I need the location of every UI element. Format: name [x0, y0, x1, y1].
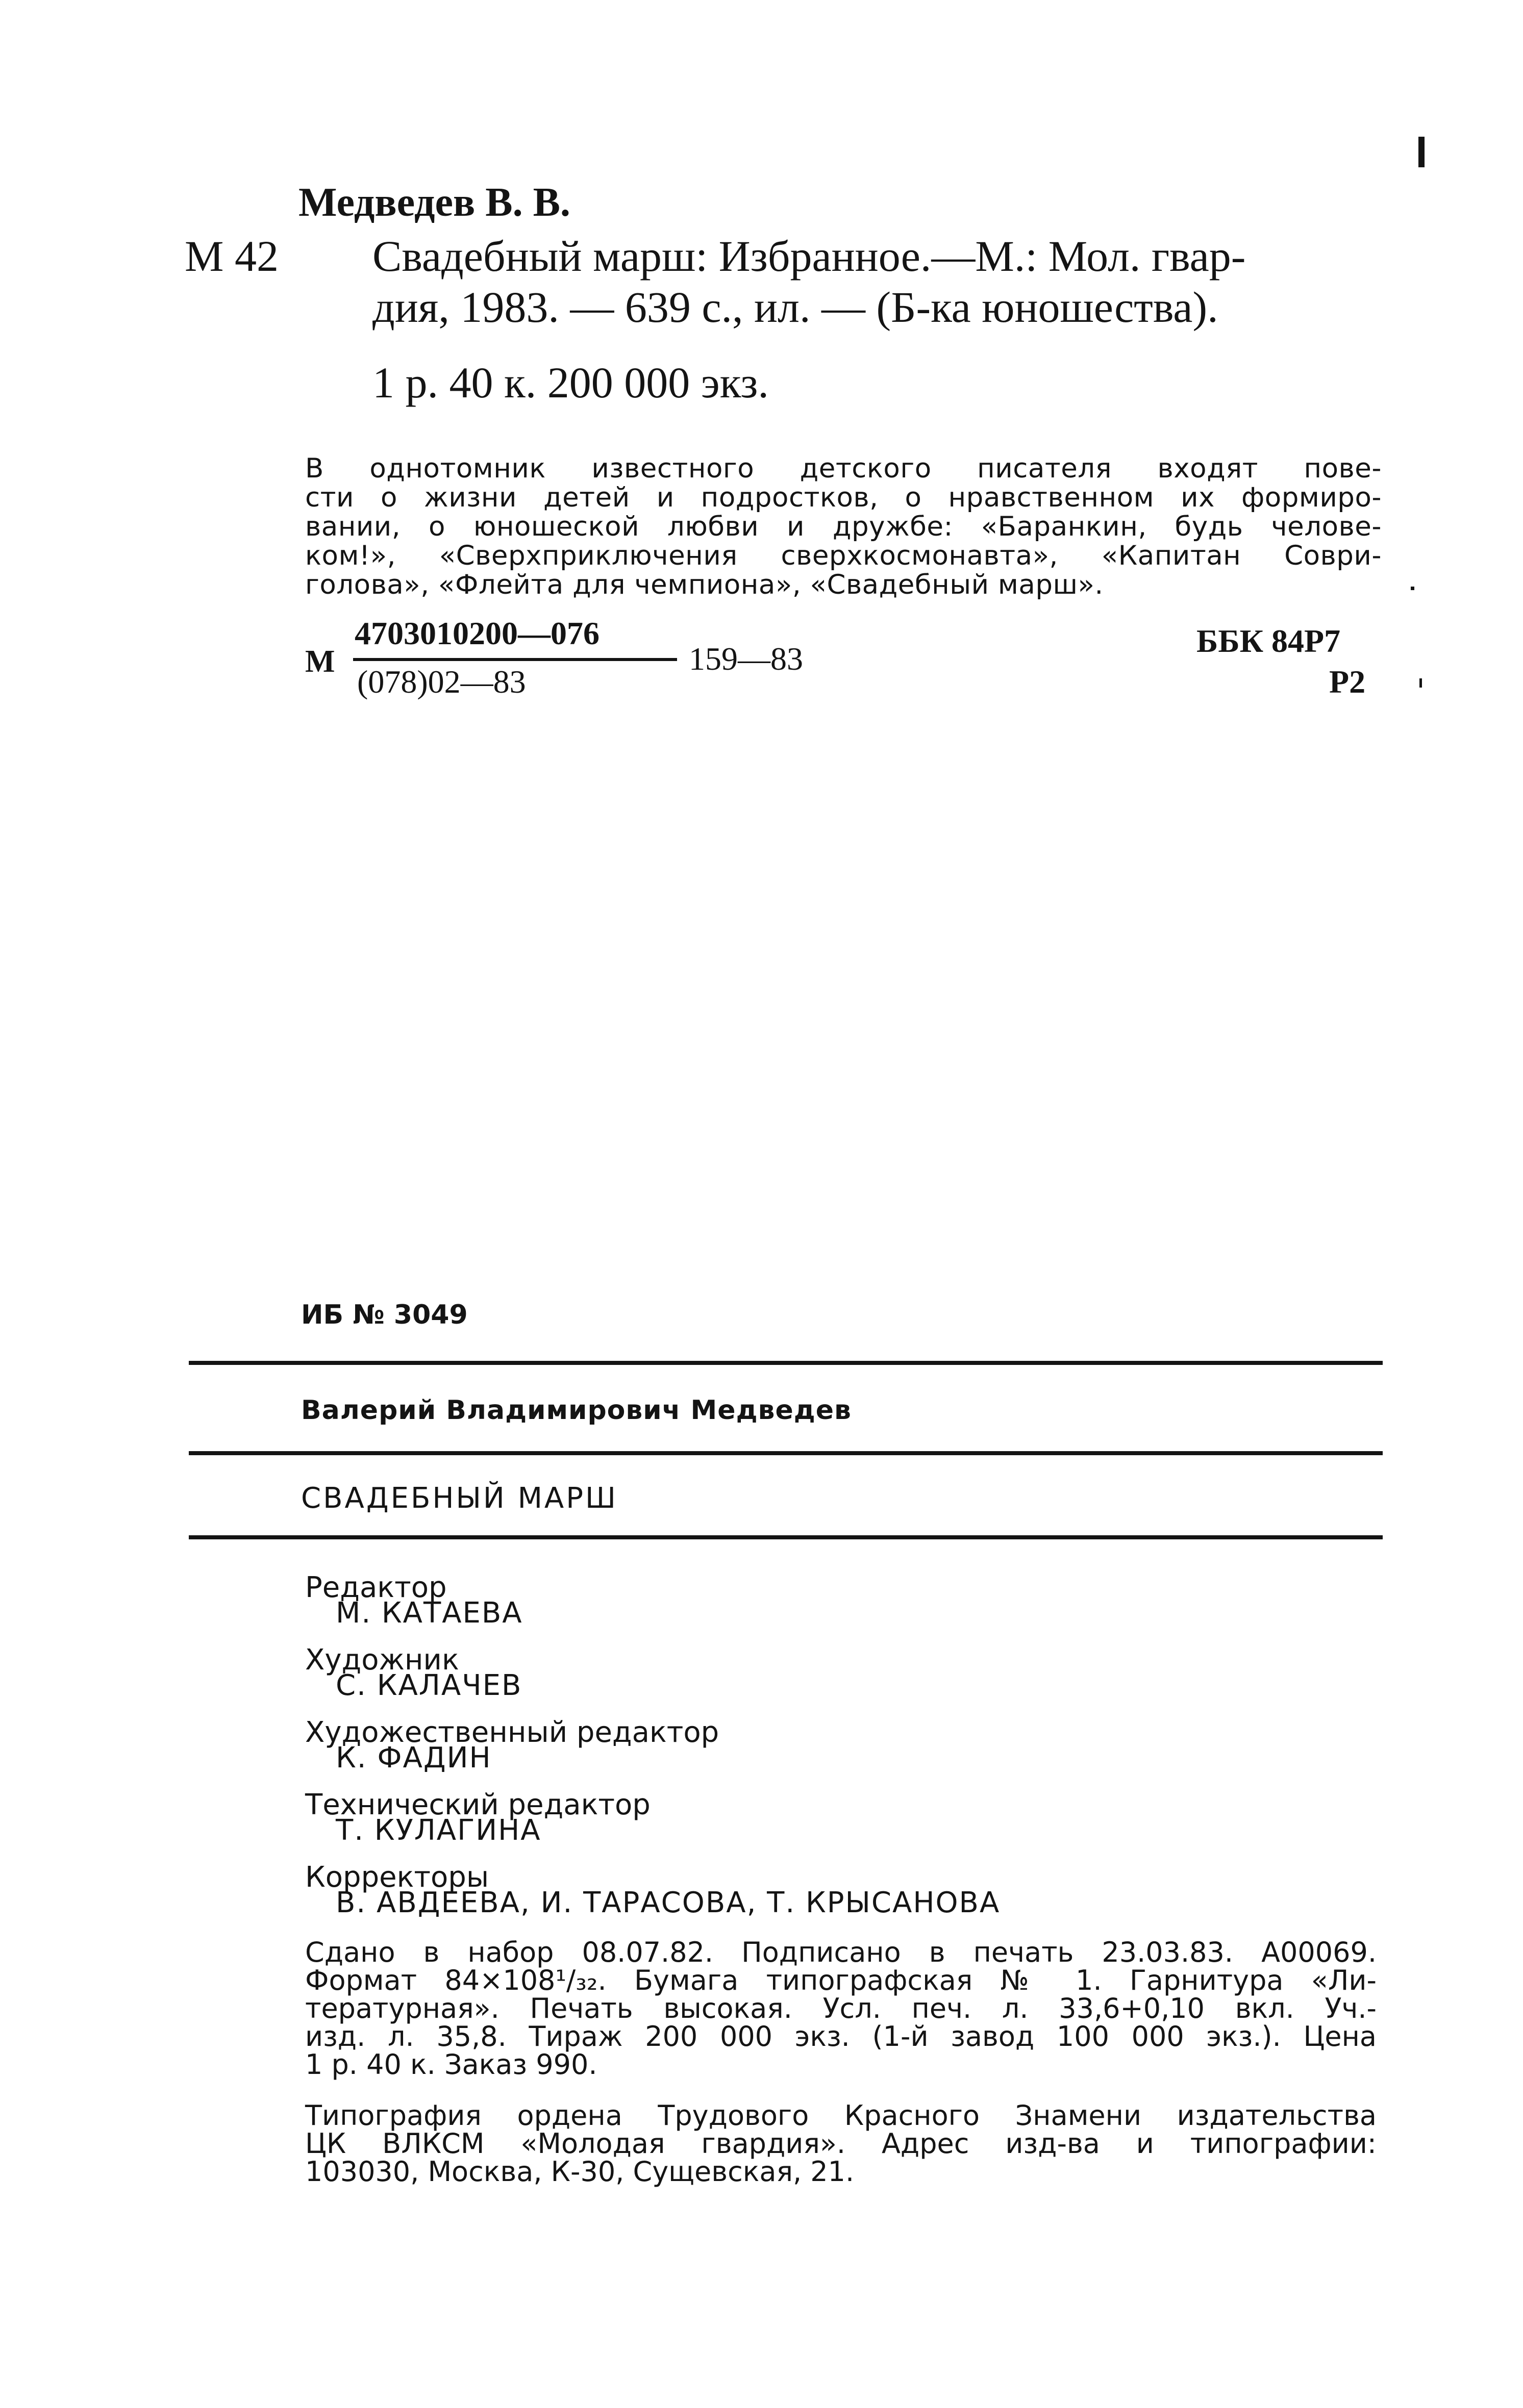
ib-number: ИБ № 3049	[301, 1300, 468, 1330]
annotation-line: вании, о юношеской любви и дружбе: «Баранкин, будь челове-	[305, 511, 1382, 542]
credit-name-art-editor: К. ФАДИН	[336, 1741, 492, 1775]
print-details-line: Сдано в набор 08.07.82. Подписано в печать 23.03.83. А00069.	[305, 1936, 1377, 1968]
credit-role-proofreaders: Корректоры	[305, 1861, 489, 1894]
print-details-line: Формат 84×108¹/₃₂. Бумага типографская № 1. Гарнитура «Ли-	[305, 1964, 1377, 1996]
divider-rule	[189, 1535, 1383, 1539]
divider-rule	[189, 1451, 1383, 1455]
credit-name-editor: М. КАТАЕВА	[336, 1596, 523, 1630]
credit-role-editor: Редактор	[305, 1571, 447, 1604]
shelf-mark: М 42	[185, 232, 279, 281]
printer-details-line: 103030, Москва, К-30, Сущевская, 21.	[305, 2156, 855, 2188]
credit-role-tech-editor: Технический редактор	[305, 1788, 651, 1821]
annotation-line: ком!», «Сверхприключения сверхкосмонавта», «Капитан Соври-	[305, 540, 1382, 571]
annotation	[305, 454, 1382, 599]
price-and-print-run: 1 р. 40 к. 200 000 экз.	[372, 358, 769, 407]
description-line-2: дия, 1983. — 639 с., ил. — (Б-ка юношества).	[372, 283, 1218, 332]
print-details-line: изд. л. 35,8. Тираж 200 000 экз. (1-й завод 100 000 экз.). Цена	[305, 2020, 1377, 2052]
annotation-line: В однотомник известного детского писателя входят пове-	[305, 453, 1382, 484]
bbk-subcode: Р2	[1329, 664, 1366, 700]
credit-name-artist: С. КАЛАЧЕВ	[336, 1669, 522, 1702]
divider-rule	[189, 1361, 1383, 1365]
printer-details-line: Типография ордена Трудового Красного Знамени издательства	[305, 2099, 1377, 2132]
scan-mark	[1419, 678, 1422, 688]
bbk-code: ББК 84Р7	[1196, 623, 1341, 659]
book-title: СВАДЕБНЫЙ МАРШ	[301, 1482, 618, 1515]
author-full-name: Валерий Владимирович Медведев	[301, 1395, 852, 1426]
credit-role-artist: Художник	[305, 1643, 459, 1677]
index-fraction-bar	[353, 658, 677, 661]
author-heading: Медведев В. В.	[298, 180, 570, 225]
print-details-line: тературная». Печать высокая. Усл. печ. л. 33,6+0,10 вкл. Уч.-	[305, 1992, 1377, 2024]
index-numerator: 4703010200—076	[355, 615, 600, 651]
description-line-1: Свадебный марш: Избранное.—М.: Мол. гвар-	[372, 232, 1246, 281]
credit-name-tech-editor: Т. КУЛАГИНА	[336, 1814, 541, 1847]
index-denominator: (078)02—83	[357, 664, 526, 700]
printer-details	[305, 2101, 1377, 2186]
annotation-line: сти о жизни детей и подростков, о нравственном их формиро-	[305, 482, 1382, 513]
credit-role-art-editor: Художественный редактор	[305, 1716, 719, 1749]
credit-name-proofreaders: В. АВДЕЕВА, И. ТАРАСОВА, Т. КРЫСАНОВА	[336, 1886, 1001, 1919]
print-details-line: 1 р. 40 к. Заказ 990.	[305, 2048, 597, 2081]
print-details	[305, 1938, 1377, 2079]
printer-details-line: ЦК ВЛКСМ «Молодая гвардия». Адрес изд-ва и типографии:	[305, 2127, 1377, 2160]
annotation-line: голова», «Флейта для чемпиона», «Свадебный марш».	[305, 569, 1104, 600]
index-letter: М	[305, 644, 335, 679]
scan-mark	[1411, 587, 1414, 590]
index-number: 159—83	[689, 641, 803, 677]
scan-mark	[1418, 137, 1425, 167]
